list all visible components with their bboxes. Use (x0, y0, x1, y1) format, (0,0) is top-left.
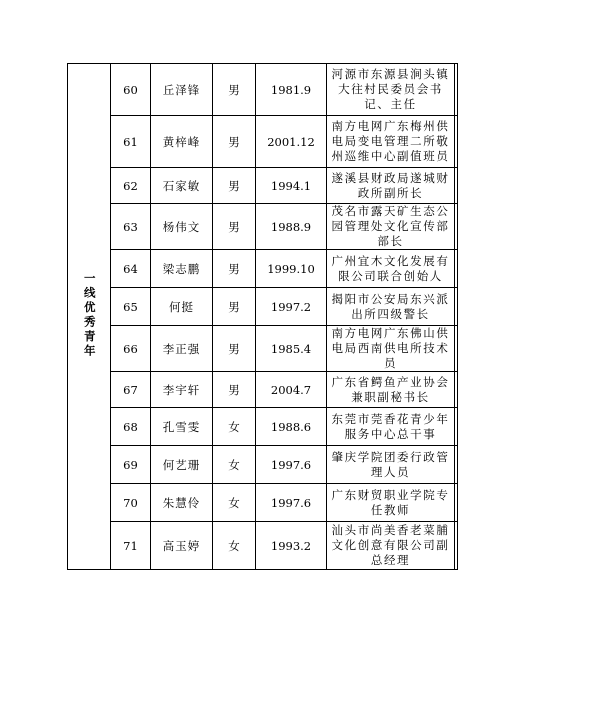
table-row (68, 116, 458, 168)
person-name: 何挺 (151, 288, 213, 326)
work-unit-title: 广东省鳄鱼产业协会兼职副秘书长 (327, 372, 455, 408)
work-unit-title: 茂名市露天矿生态公园管理处文化宣传部部长 (327, 204, 455, 250)
work-unit-title: 广州宜木文化发展有限公司联合创始人 (327, 250, 455, 288)
person-gender: 女 (213, 408, 256, 446)
birth-date: 1997.6 (256, 484, 327, 522)
person-gender: 男 (213, 372, 256, 408)
birth-date: 1994.1 (256, 168, 327, 204)
person-name: 高玉婷 (151, 522, 213, 570)
row-number: 60 (111, 64, 151, 116)
person-name: 孔雪雯 (151, 408, 213, 446)
row-number: 71 (111, 522, 151, 570)
remark-cell (455, 446, 458, 484)
table-row (68, 168, 458, 204)
person-gender: 男 (213, 116, 256, 168)
birth-date: 1985.4 (256, 326, 327, 372)
remark-cell (455, 116, 458, 168)
person-name: 朱慧伶 (151, 484, 213, 522)
remark-cell (455, 408, 458, 446)
person-name: 李宇轩 (151, 372, 213, 408)
table-row (68, 250, 458, 288)
work-unit-title: 汕头市尚美香老菜脯文化创意有限公司副总经理 (327, 522, 455, 570)
birth-date: 1981.9 (256, 64, 327, 116)
person-gender: 女 (213, 446, 256, 484)
remark-cell (455, 484, 458, 522)
birth-date: 1997.6 (256, 446, 327, 484)
row-number: 67 (111, 372, 151, 408)
row-number: 70 (111, 484, 151, 522)
person-name: 何艺珊 (151, 446, 213, 484)
row-number: 63 (111, 204, 151, 250)
remark-cell (455, 168, 458, 204)
person-gender: 男 (213, 326, 256, 372)
birth-date: 1988.9 (256, 204, 327, 250)
remark-cell (455, 372, 458, 408)
person-name: 丘泽锋 (151, 64, 213, 116)
remark-cell (455, 250, 458, 288)
work-unit-title: 东莞市莞香花青少年服务中心总干事 (327, 408, 455, 446)
row-number: 64 (111, 250, 151, 288)
work-unit-title: 肇庆学院团委行政管理人员 (327, 446, 455, 484)
table-row (68, 204, 458, 250)
person-gender: 女 (213, 522, 256, 570)
birth-date: 2001.12 (256, 116, 327, 168)
row-number: 62 (111, 168, 151, 204)
person-gender: 女 (213, 484, 256, 522)
honoree-table (67, 63, 458, 570)
person-name: 李正强 (151, 326, 213, 372)
person-name: 黄梓峰 (151, 116, 213, 168)
person-gender: 男 (213, 204, 256, 250)
table-row (68, 408, 458, 446)
person-gender: 男 (213, 288, 256, 326)
row-number: 66 (111, 326, 151, 372)
person-name: 梁志鹏 (151, 250, 213, 288)
work-unit-title: 南方电网广东佛山供电局西南供电所技术员 (327, 326, 455, 372)
person-gender: 男 (213, 168, 256, 204)
remark-cell (455, 522, 458, 570)
row-number: 68 (111, 408, 151, 446)
row-number: 69 (111, 446, 151, 484)
birth-date: 1988.6 (256, 408, 327, 446)
work-unit-title: 河源市东源县涧头镇大往村民委员会书记、主任 (327, 64, 455, 116)
birth-date: 1993.2 (256, 522, 327, 570)
remark-cell (455, 326, 458, 372)
work-unit-title: 遂溪县财政局遂城财政所副所长 (327, 168, 455, 204)
person-gender: 男 (213, 64, 256, 116)
table-row (68, 64, 458, 116)
birth-date: 1997.2 (256, 288, 327, 326)
row-number: 65 (111, 288, 151, 326)
table-row (68, 484, 458, 522)
person-gender: 男 (213, 250, 256, 288)
birth-date: 1999.10 (256, 250, 327, 288)
table-row (68, 372, 458, 408)
row-number: 61 (111, 116, 151, 168)
table-body (68, 64, 458, 570)
table-row (68, 326, 458, 372)
work-unit-title: 揭阳市公安局东兴派出所四级警长 (327, 288, 455, 326)
remark-cell (455, 204, 458, 250)
category-cell (68, 64, 111, 570)
remark-cell (455, 64, 458, 116)
person-name: 杨伟文 (151, 204, 213, 250)
work-unit-title: 南方电网广东梅州供电局变电管理二所敬州巡维中心副值班员 (327, 116, 455, 168)
table-row (68, 288, 458, 326)
category-label: 一线优秀青年 (82, 271, 97, 359)
table-row (68, 522, 458, 570)
birth-date: 2004.7 (256, 372, 327, 408)
work-unit-title: 广东财贸职业学院专任教师 (327, 484, 455, 522)
table-row (68, 446, 458, 484)
person-name: 石家敏 (151, 168, 213, 204)
remark-cell (455, 288, 458, 326)
